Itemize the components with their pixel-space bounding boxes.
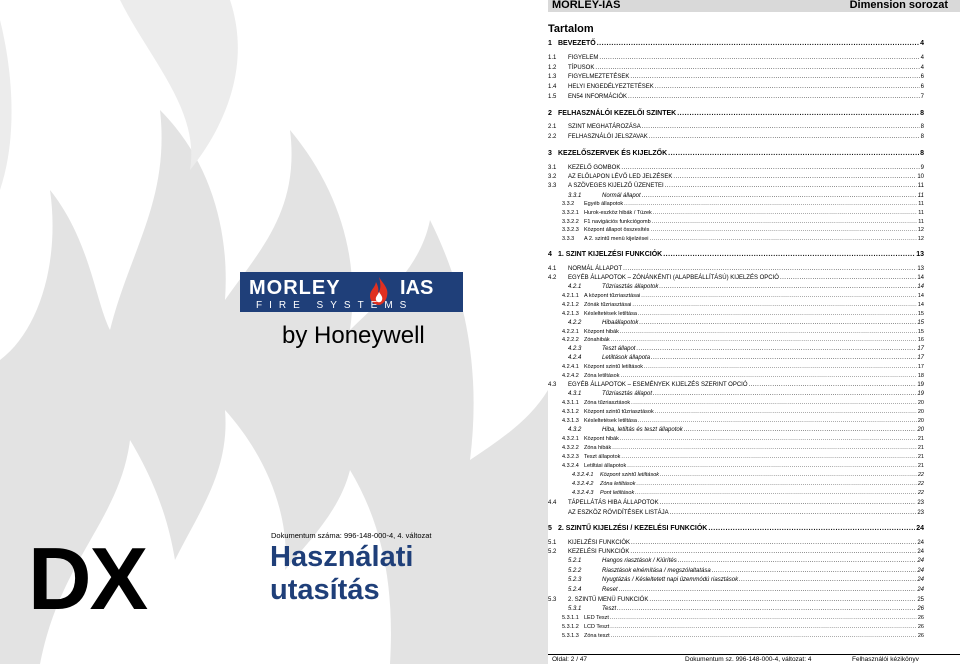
toc-entry-title: Hiba, letiltás és teszt állapotok bbox=[602, 427, 683, 433]
header-series: Dimension sorozat bbox=[849, 0, 948, 11]
toc-entry-number: 5.3.1.3 bbox=[562, 633, 579, 639]
toc-entry-title: EGYÉB ÁLLAPOTOK – ZÓNÁNKÉNTI (ALAPBEÁLLÍTÁSÚ) KIJELZÉS OPCIÓ bbox=[568, 275, 779, 281]
toc-entry-number: 4.3.1 bbox=[568, 391, 582, 397]
toc-entry[interactable] bbox=[548, 490, 924, 500]
toc-leader-dots bbox=[636, 481, 916, 487]
toc-entry-page: 11 bbox=[918, 210, 924, 216]
toc-entry-title: Zónák tűzriasztásai bbox=[584, 302, 632, 308]
toc-leader-dots bbox=[610, 624, 917, 630]
toc-entry[interactable] bbox=[548, 84, 924, 94]
toc-leader-dots bbox=[612, 445, 917, 451]
toc-entry-title: Zóna letiltások bbox=[600, 481, 636, 487]
toc-entry-number: 2 bbox=[548, 110, 552, 117]
toc-entry-title: A központ tűzriasztásai bbox=[584, 293, 641, 299]
toc-entry-number: 4.4 bbox=[548, 500, 557, 506]
toc-leader-dots bbox=[611, 633, 917, 639]
toc-entry-number: 3.3.1 bbox=[568, 193, 582, 199]
toc-entry-title: TÍPUSOK bbox=[568, 65, 595, 71]
toc-entry-title: Központ szintű letiltások bbox=[584, 364, 644, 370]
toc-entry-page: 26 bbox=[917, 633, 924, 639]
toc-leader-dots bbox=[619, 587, 917, 593]
toc-entry[interactable] bbox=[548, 150, 924, 160]
toc-entry-number: 2.1 bbox=[548, 124, 557, 130]
toc-entry-page: 11 bbox=[918, 201, 924, 207]
toc-leader-dots bbox=[597, 40, 919, 47]
toc-entry-page: 22 bbox=[917, 472, 924, 478]
toc-entry-number: 1 bbox=[548, 40, 552, 47]
toc-leader-dots bbox=[677, 110, 919, 117]
toc-entry-number: 4.2.2 bbox=[568, 320, 582, 326]
toc-entry[interactable] bbox=[548, 183, 924, 193]
toc-entry-title: FIGYELMEZTETÉSEK bbox=[568, 74, 630, 80]
toc-entry-number: 5.2.1 bbox=[568, 558, 582, 564]
toc-entry-page: 15 bbox=[917, 311, 924, 317]
toc-entry-page: 16 bbox=[917, 337, 924, 343]
toc-entry-page: 21 bbox=[917, 463, 924, 469]
toc-leader-dots bbox=[641, 293, 917, 299]
toc-entry[interactable] bbox=[548, 94, 924, 104]
toc-entry-page: 18 bbox=[917, 373, 924, 379]
toc-entry-number: 4.2.1.2 bbox=[562, 302, 579, 308]
toc-entry[interactable] bbox=[548, 587, 924, 597]
toc-leader-dots bbox=[632, 302, 916, 308]
toc-entry-title: Zóna tűzriasztások bbox=[584, 400, 631, 406]
toc-entry-title: Tűzriasztás állapot bbox=[602, 391, 653, 397]
toc-heading: Tartalom bbox=[548, 23, 594, 35]
toc-entry-page: 20 bbox=[917, 427, 924, 433]
toc-entry-title: A 2. szintű menü kijelzései bbox=[584, 236, 649, 242]
toc-entry-page: 6 bbox=[920, 84, 924, 90]
toc-entry-number: 5.2.3 bbox=[568, 577, 582, 583]
toc-entry-number: 4.3.2.2 bbox=[562, 445, 579, 451]
toc-entry-number: 4 bbox=[548, 251, 552, 258]
logo-brand-right: IAS bbox=[400, 277, 434, 299]
toc-entry-page: 20 bbox=[917, 418, 924, 424]
toc-entry-number: 4.3.2 bbox=[568, 427, 582, 433]
toc-entry-number: 5.3.1.2 bbox=[562, 624, 579, 630]
toc-entry-number: 4.2.2.2 bbox=[562, 337, 579, 343]
toc-leader-dots bbox=[684, 427, 917, 433]
toc-entry-number: 4.3.2.3 bbox=[562, 454, 579, 460]
toc-entry-number: 4.3.2.1 bbox=[562, 436, 579, 442]
toc-entry-page: 13 bbox=[917, 266, 924, 272]
toc-entry[interactable] bbox=[548, 124, 924, 134]
toc-entry-title: TÁPELLÁTÁS HIBA ÁLLAPOTOK bbox=[568, 500, 659, 506]
toc-entry-number: 4.2.4.1 bbox=[562, 364, 579, 370]
toc-leader-dots bbox=[749, 382, 917, 388]
toc-entry-title: Reset bbox=[602, 587, 618, 593]
toc-entry-page: 8 bbox=[920, 134, 924, 140]
toc-entry-page: 12 bbox=[917, 227, 924, 233]
toc-leader-dots bbox=[652, 219, 918, 225]
toc-entry-number: 1.5 bbox=[548, 94, 557, 100]
toc-entry-title: Központ szintű tűzriasztások bbox=[584, 409, 654, 415]
toc-leader-dots bbox=[617, 606, 916, 612]
toc-entry-number: 5.3.1.1 bbox=[562, 615, 579, 621]
toc-entry-page: 6 bbox=[920, 74, 924, 80]
toc-entry-page: 24 bbox=[917, 577, 924, 583]
toc-entry[interactable] bbox=[548, 74, 924, 84]
toc-entry-title: SZINT MEGHATÁROZÁSA bbox=[568, 124, 641, 130]
toc-entry-page: 12 bbox=[917, 236, 924, 242]
toc-leader-dots bbox=[660, 472, 917, 478]
toc-entry-page: 24 bbox=[917, 587, 924, 593]
toc-entry-title: Riasztások elnémítása / megszólaltatása bbox=[602, 568, 711, 574]
toc-entry-number: 4.3.1.1 bbox=[562, 400, 579, 406]
toc-leader-dots bbox=[659, 284, 916, 290]
toc-entry-number: 4.2.4.2 bbox=[562, 373, 579, 379]
toc-leader-dots bbox=[649, 134, 920, 140]
toc-entry-number: 2.2 bbox=[548, 134, 557, 140]
toc-entry-page: 26 bbox=[917, 624, 924, 630]
toc-entry-title: Egyéb állapotok bbox=[584, 201, 624, 207]
toc-leader-dots bbox=[611, 337, 917, 343]
toc-entry-title: Zóna teszt bbox=[584, 633, 610, 639]
toc-entry-page: 24 bbox=[917, 558, 924, 564]
toc-entry[interactable] bbox=[548, 40, 924, 50]
toc-entry-title: Központ állapot összesítés bbox=[584, 227, 650, 233]
toc-leader-dots bbox=[635, 490, 917, 496]
toc-entry-number: 3.1 bbox=[548, 165, 557, 171]
cover-title-line1: Használati bbox=[270, 541, 414, 573]
toc-entry-page: 26 bbox=[917, 606, 924, 612]
toc-entry-page: 20 bbox=[917, 409, 924, 415]
toc-entry-number: 5.1 bbox=[548, 540, 557, 546]
toc-entry-page: 9 bbox=[920, 165, 924, 171]
toc-leader-dots bbox=[631, 400, 917, 406]
toc-entry-number: 3.3.2.2 bbox=[562, 219, 579, 225]
toc-leader-dots bbox=[620, 436, 917, 442]
toc-entry-page: 4 bbox=[920, 40, 924, 47]
toc-leader-dots bbox=[630, 74, 919, 80]
toc-entry-title: 2. SZINTŰ MENÜ FUNKCIÓK bbox=[568, 597, 649, 603]
toc-entry-page: 24 bbox=[917, 549, 924, 555]
toc-entry-number: 4.2.3 bbox=[568, 346, 582, 352]
toc-entry-number: 3 bbox=[548, 150, 552, 157]
toc-entry-title: Késleltetések letiltása bbox=[584, 311, 637, 317]
toc-entry-number: 3.3.2.1 bbox=[562, 210, 579, 216]
toc-entry-title: Letiltások állapota bbox=[602, 355, 651, 361]
toc-entry-page: 21 bbox=[917, 445, 924, 451]
toc-entry-page: 24 bbox=[917, 568, 924, 574]
footer-rule bbox=[548, 654, 960, 655]
footer-manual: Felhasználói kézikönyv bbox=[852, 656, 919, 663]
toc-entry-number: 5.2.2 bbox=[568, 568, 582, 574]
toc-entry-title: NORMÁL ÁLLAPOT bbox=[568, 266, 623, 272]
toc-entry-page: 14 bbox=[917, 284, 924, 290]
toc-entry-page: 26 bbox=[917, 615, 924, 621]
toc-entry-title: FELHASZNÁLÓI JELSZAVAK bbox=[568, 134, 648, 140]
toc-entry-number: 4.3.2.4.2 bbox=[572, 481, 594, 487]
toc-entry-title: Tűzriasztás állapotok bbox=[602, 284, 659, 290]
toc-entry-number: 4.2 bbox=[548, 275, 557, 281]
toc-entry-number: 4.2.4 bbox=[568, 355, 582, 361]
toc-entry-title: Késleltetések letiltása bbox=[584, 418, 637, 424]
toc-leader-dots bbox=[620, 373, 916, 379]
toc-entry-number: 3.3.2 bbox=[562, 201, 575, 207]
toc-entry-number: 5.3.1 bbox=[568, 606, 582, 612]
toc-entry-title: Nyugtázás / Késleltetett napi üzemmódú riasztások bbox=[602, 577, 739, 583]
toc-leader-dots bbox=[651, 355, 916, 361]
toc-leader-dots bbox=[621, 165, 919, 171]
toc-entry-title: KEZELŐSZERVEK ÉS KIJELZŐK bbox=[558, 150, 668, 157]
toc-entry-title: AZ ELŐLAPON LÉVŐ LED JELZÉSEK bbox=[568, 174, 673, 180]
toc-entry-title: A SZÖVEGES KIJELZŐ ÜZENETEI bbox=[568, 183, 664, 189]
footer-page: Oldal: 2 / 47 bbox=[552, 656, 588, 663]
toc-leader-dots bbox=[631, 540, 916, 546]
toc-leader-dots bbox=[650, 227, 916, 233]
toc-entry-page: 21 bbox=[917, 436, 924, 442]
toc-entry-title: Központ hibák bbox=[584, 329, 619, 335]
toc-entry[interactable] bbox=[548, 510, 924, 520]
toc-entry-page: 14 bbox=[917, 302, 924, 308]
toc-entry-title: Hurok-eszköz hibák / Tüzek bbox=[584, 210, 652, 216]
toc-entry[interactable] bbox=[548, 55, 924, 65]
toc-entry-title: BEVEZETŐ bbox=[558, 40, 596, 47]
toc-leader-dots bbox=[653, 391, 916, 397]
toc-entry-title: AZ ESZKÖZ RÖVIDÍTÉSEK LISTÁJA bbox=[568, 510, 669, 516]
toc-entry-number: 4.2.2.1 bbox=[562, 329, 579, 335]
toc-entry-page: 19 bbox=[917, 382, 924, 388]
toc-entry-title: 2. SZINTŰ KIJELZÉSI / KEZELÉSI FUNKCIÓK bbox=[558, 525, 708, 532]
toc-entry[interactable] bbox=[548, 525, 924, 535]
toc-entry-number: 4.3.2.4 bbox=[562, 463, 579, 469]
product-letters: DX bbox=[28, 529, 147, 628]
footer-docnum: Dokumentum sz. 996-148-000-4, változat: 4 bbox=[685, 656, 812, 663]
toc-entry-title: Teszt állapot bbox=[602, 346, 636, 352]
toc-leader-dots bbox=[670, 510, 917, 516]
honeywell-byline: by Honeywell bbox=[282, 322, 425, 349]
toc-entry[interactable] bbox=[548, 134, 924, 144]
toc-leader-dots bbox=[653, 210, 918, 216]
toc-entry-page: 24 bbox=[917, 540, 924, 546]
toc-entry-title: Letiltási állapotok bbox=[584, 463, 627, 469]
toc-entry[interactable] bbox=[548, 500, 924, 510]
toc-entry-page: 17 bbox=[917, 355, 924, 361]
toc-entry-title: Normál állapot bbox=[602, 193, 641, 199]
toc-entry-number: 5 bbox=[548, 525, 552, 532]
toc-entry-page: 7 bbox=[920, 94, 924, 100]
toc-entry-title: Központ szintű letiltások bbox=[600, 472, 660, 478]
logo-fire-systems: FIRE SYSTEMS bbox=[256, 300, 414, 311]
toc-entry-title: Zóna hibák bbox=[584, 445, 612, 451]
toc-entry-page: 10 bbox=[917, 174, 924, 180]
toc-entry-title: Pont letiltások bbox=[600, 490, 635, 496]
toc-leader-dots bbox=[638, 311, 917, 317]
toc-entry[interactable] bbox=[548, 558, 924, 568]
toc-leader-dots bbox=[599, 55, 919, 61]
toc-leader-dots bbox=[628, 94, 920, 100]
toc-entry-page: 24 bbox=[916, 525, 924, 532]
toc-entry-number: 4.3.1.3 bbox=[562, 418, 579, 424]
toc-entry-title: Zóna letiltások bbox=[584, 373, 620, 379]
toc-entry-title: FIGYELEM bbox=[568, 55, 599, 61]
toc-entry-title: KEZELÉSI FUNKCIÓK bbox=[568, 549, 630, 555]
logo-brand-left: MORLEY bbox=[249, 277, 341, 299]
toc-entry-number: 5.3 bbox=[548, 597, 557, 603]
toc-entry-title: Teszt bbox=[602, 606, 617, 612]
toc-entry-page: 23 bbox=[917, 500, 924, 506]
toc-entry-number: 5.2 bbox=[548, 549, 557, 555]
toc-entry-number: 5.2.4 bbox=[568, 587, 582, 593]
toc-leader-dots bbox=[655, 84, 920, 90]
toc-leader-dots bbox=[668, 150, 919, 157]
toc-entry-title: F1 navigációs funkciógomb bbox=[584, 219, 651, 225]
toc-entry-page: 8 bbox=[920, 124, 924, 130]
toc-entry[interactable] bbox=[548, 633, 924, 643]
toc-entry-title: Hangos riasztások / Kiürítés bbox=[602, 558, 677, 564]
toc-entry-page: 8 bbox=[920, 150, 924, 157]
toc-entry-page: 15 bbox=[917, 329, 924, 335]
toc-entry-number: 4.2.1 bbox=[568, 284, 582, 290]
toc-leader-dots bbox=[620, 329, 917, 335]
toc-entry[interactable] bbox=[548, 236, 924, 246]
toc-entry-page: 14 bbox=[917, 293, 924, 299]
toc-entry-title: EN54 INFORMÁCIÓK bbox=[568, 94, 628, 100]
toc-leader-dots bbox=[621, 454, 916, 460]
toc-entry-title: Teszt állapotok bbox=[584, 454, 621, 460]
toc-entry-number: 4.2.1.1 bbox=[562, 293, 579, 299]
toc-entry-page: 4 bbox=[920, 55, 924, 61]
toc-leader-dots bbox=[624, 201, 917, 207]
toc-entry-number: 4.3 bbox=[548, 382, 557, 388]
toc-entry-number: 1.1 bbox=[548, 55, 557, 61]
toc-leader-dots bbox=[708, 525, 915, 532]
toc-entry-page: 11 bbox=[917, 193, 924, 199]
toc-entry-title: EGYÉB ÁLLAPOTOK – ESEMÉNYEK KIJELZÉS SZERINT OPCIÓ bbox=[568, 382, 748, 388]
toc-entry[interactable] bbox=[548, 110, 924, 120]
toc-entry-number: 4.1 bbox=[548, 266, 557, 272]
toc-entry-page: 17 bbox=[917, 364, 924, 370]
toc-entry-title: KIJELZÉSI FUNKCIÓK bbox=[568, 540, 631, 546]
toc-entry-page: 11 bbox=[917, 183, 924, 189]
toc-leader-dots bbox=[673, 174, 916, 180]
toc-entry-title: 1. SZINT KIJELZÉSI FUNKCIÓK bbox=[558, 251, 663, 258]
toc-leader-dots bbox=[623, 266, 916, 272]
toc-entry-title: KEZELŐ GOMBOK bbox=[568, 165, 621, 171]
toc-entry-title: HELYI ENGEDÉLYEZTETÉSEK bbox=[568, 84, 654, 90]
toc-leader-dots bbox=[712, 568, 917, 574]
toc-leader-dots bbox=[678, 558, 917, 564]
toc-entry-number: 3.3.3 bbox=[562, 236, 575, 242]
toc-entry-page: 4 bbox=[920, 65, 924, 71]
toc-leader-dots bbox=[665, 183, 917, 189]
toc-entry-page: 20 bbox=[917, 400, 924, 406]
toc-entry-number: 4.3.1.2 bbox=[562, 409, 579, 415]
toc-entry-number: 3.3.2.3 bbox=[562, 227, 579, 233]
toc-entry-page: 21 bbox=[917, 454, 924, 460]
toc-leader-dots bbox=[739, 577, 916, 583]
toc-entry-page: 17 bbox=[917, 346, 924, 352]
toc-leader-dots bbox=[636, 346, 916, 352]
toc-entry-page: 22 bbox=[917, 490, 924, 496]
toc-entry-page: 15 bbox=[917, 320, 924, 326]
toc-leader-dots bbox=[639, 320, 916, 326]
toc-entry-title: LED Teszt bbox=[584, 615, 609, 621]
toc-entry-number: 4.3.2.4.1 bbox=[572, 472, 594, 478]
toc-leader-dots bbox=[780, 275, 916, 281]
toc-leader-dots bbox=[642, 193, 917, 199]
toc-entry[interactable] bbox=[548, 577, 924, 587]
toc-entry-page: 22 bbox=[917, 481, 924, 487]
toc-entry-page: 25 bbox=[917, 597, 924, 603]
toc-entry-page: 19 bbox=[917, 391, 924, 397]
toc-entry-page: 11 bbox=[918, 219, 924, 225]
toc-entry-number: 1.4 bbox=[548, 84, 557, 90]
toc-entry-title: Zónahibák bbox=[584, 337, 610, 343]
toc-entry-number: 4.3.2.4.3 bbox=[572, 490, 594, 496]
toc-entry-page: 14 bbox=[917, 275, 924, 281]
toc-entry-number: 1.3 bbox=[548, 74, 557, 80]
toc-leader-dots bbox=[627, 463, 917, 469]
toc-leader-dots bbox=[644, 364, 917, 370]
page-header bbox=[548, 0, 960, 12]
toc-entry-page: 13 bbox=[916, 251, 924, 258]
toc-leader-dots bbox=[638, 418, 917, 424]
toc-leader-dots bbox=[642, 124, 920, 130]
toc-leader-dots bbox=[610, 615, 917, 621]
toc-leader-dots bbox=[649, 597, 916, 603]
toc-leader-dots bbox=[655, 409, 917, 415]
toc-entry-title: Hibaállapotok bbox=[602, 320, 639, 326]
toc-leader-dots bbox=[663, 251, 915, 258]
toc-entry-number: 3.3 bbox=[548, 183, 557, 189]
document-number: Dokumentum száma: 996-148-000-4, 4. változat bbox=[271, 531, 432, 540]
toc-entry-number: 4.2.1.3 bbox=[562, 311, 579, 317]
toc-entry[interactable] bbox=[548, 251, 924, 261]
toc-leader-dots bbox=[660, 500, 917, 506]
header-product: MORLEY-IAS bbox=[552, 0, 621, 11]
toc-leader-dots bbox=[650, 236, 917, 242]
toc-entry-title: FELHASZNÁLÓI KEZELŐI SZINTEK bbox=[558, 110, 677, 117]
toc-entry-page: 23 bbox=[917, 510, 924, 516]
toc-leader-dots bbox=[595, 65, 919, 71]
toc-entry-title: Központ hibák bbox=[584, 436, 619, 442]
toc-entry-title: LCD Teszt bbox=[584, 624, 610, 630]
toc-entry-number: 1.2 bbox=[548, 65, 557, 71]
toc-entry-number: 3.2 bbox=[548, 174, 557, 180]
cover-title-line2: utasítás bbox=[270, 574, 380, 606]
toc-entry-page: 8 bbox=[920, 110, 924, 117]
toc-leader-dots bbox=[630, 549, 916, 555]
